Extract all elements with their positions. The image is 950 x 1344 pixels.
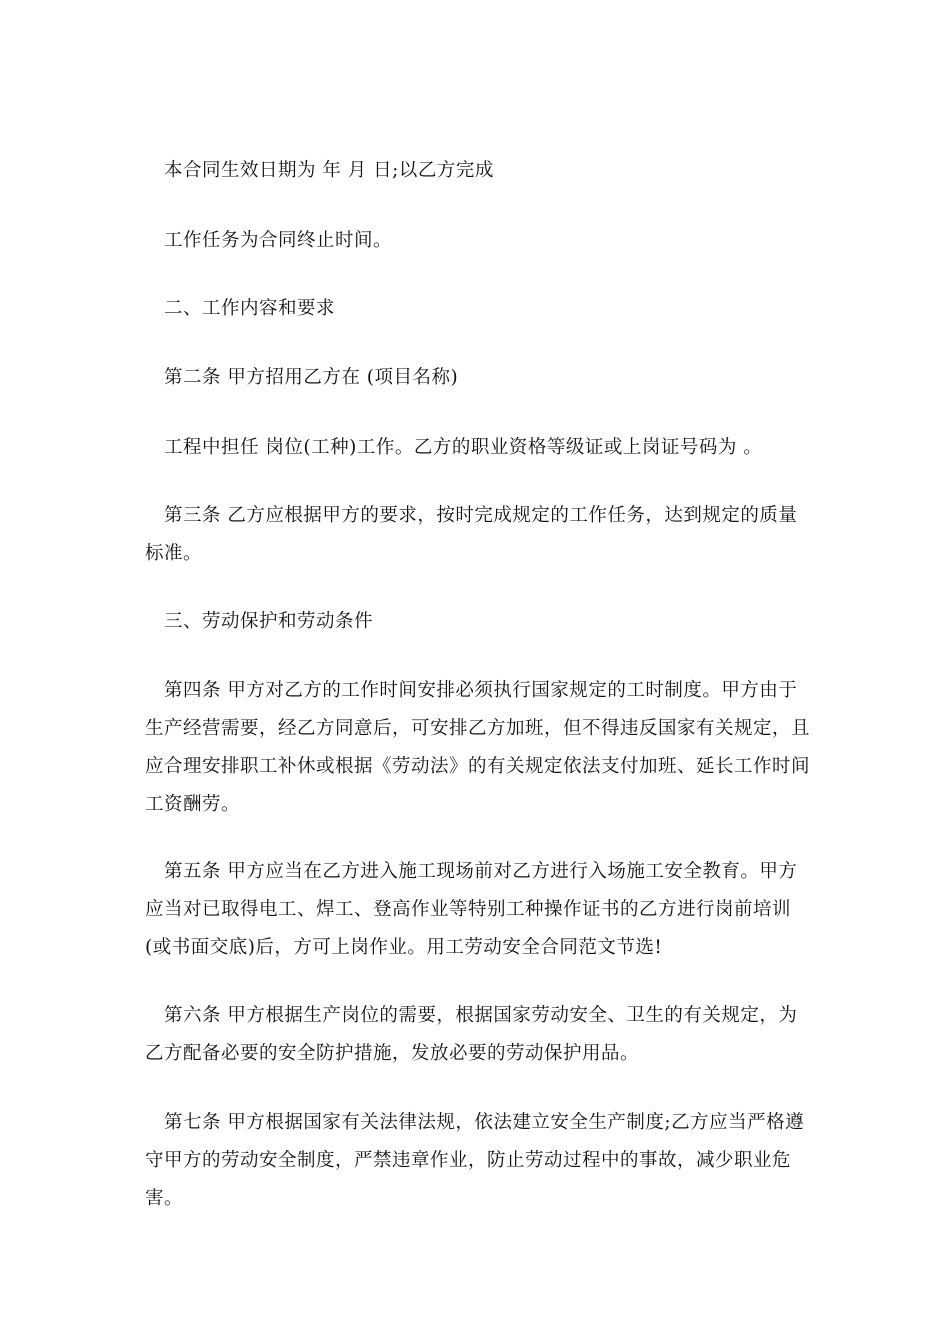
article-6: 第六条 甲方根据生产岗位的需要，根据国家劳动安全、卫生的有关规定，为乙方配备必要的安全防护措施，发放必要的劳动保护用品。 [145, 1005, 798, 1064]
section-heading-3: 三、劳动保护和劳动条件 [164, 611, 374, 632]
article-7: 第七条 甲方根据国家有关法律法规，依法建立安全生产制度;乙方应当严格遵守甲方的劳动安全制度，严禁违章作业，防止劳动过程中的事故，减少职业危害。 [145, 1112, 805, 1209]
article-2-continued: 工程中担任 岗位(工种)工作。乙方的职业资格等级证或上岗证号码为 。 [164, 437, 763, 458]
paragraph-termination: 工作任务为合同终止时间。 [164, 230, 393, 251]
article-2: 第二条 甲方招用乙方在 (项目名称) [164, 367, 459, 388]
article-5: 第五条 甲方应当在乙方进入施工现场前对乙方进行入场施工安全教育。甲方应当对已取得电工、焊工、登高作业等特别工种操作证书的乙方进行岗前培训(或书面交底)后，方可上岗作业。用工劳动安全合同范文节选! [145, 861, 798, 958]
section-heading-2: 二、工作内容和要求 [164, 298, 336, 319]
article-4: 第四条 甲方对乙方的工作时间安排必须执行国家规定的工时制度。甲方由于生产经营需要，经乙方同意后，可安排乙方加班，但不得违反国家有关规定，且应合理安排职工补休或根据《劳动法》的有关规定依法支付加班、延长工作时间工资酬劳。 [145, 680, 811, 815]
paragraph-effective-date: 本合同生效日期为 年 月 日;以乙方完成 [164, 160, 494, 181]
article-3: 第三条 乙方应根据甲方的要求，按时完成规定的工作任务，达到规定的质量标准。 [145, 505, 798, 564]
